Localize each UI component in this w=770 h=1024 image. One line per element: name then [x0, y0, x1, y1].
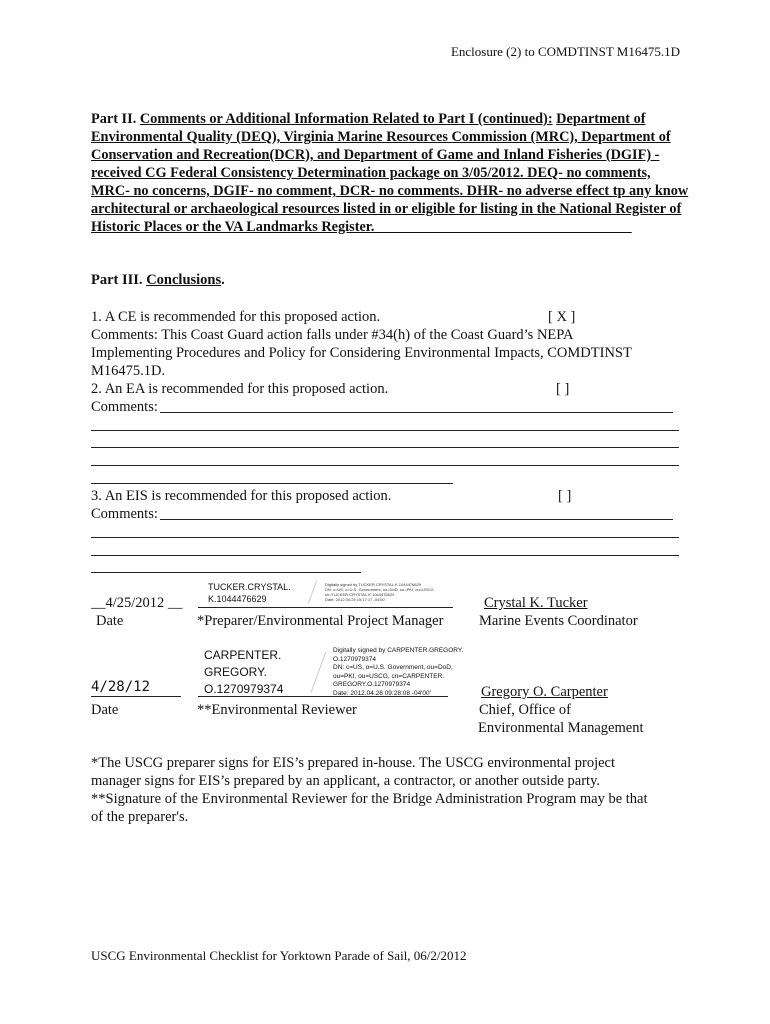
reviewer-sig-detail-line: GREGORY.O.1270979374: [333, 681, 411, 688]
reviewer-sig-detail-line: Date: 2012.04.28 09:28:08 -04'00': [333, 689, 431, 697]
reviewer-role: **Environmental Reviewer: [197, 702, 357, 718]
page-footer: USCG Environmental Checklist for Yorktown Parade of Sail, 06/2/2012: [91, 948, 467, 963]
note-line-2: manager signs for EIS’s prepared by an applicant, a contractor, or another outside party.: [91, 773, 601, 789]
eis-comment-line-1[interactable]: [160, 519, 673, 520]
reviewer-sig-name-2: GREGORY.: [204, 665, 267, 679]
reviewer-signature-line[interactable]: [198, 696, 448, 697]
part-ii-title: Comments or Additional Information Related to Part I (continued):: [139, 111, 553, 127]
reviewer-sig-detail-line: DN: c=US, o=U.S. Government, ou=DoD,: [333, 664, 453, 671]
eis-item-text: 3. An EIS is recommended for this proposed action.: [91, 488, 392, 504]
ea-checkbox[interactable]: [ ]: [556, 381, 570, 397]
ea-comment-line-5[interactable]: [91, 483, 453, 484]
ce-comments-line-1: Comments: This Coast Guard action falls under #34(h) of the Coast Guard’s NEPA: [91, 327, 574, 343]
preparer-sig-detail-line: cn=TUCKER.CRYSTAL.K.1044476629: [325, 592, 395, 597]
preparer-role: *Preparer/Environmental Project Manager: [197, 613, 444, 629]
ea-comment-line-3[interactable]: [91, 447, 679, 448]
preparer-signature-line[interactable]: [198, 607, 453, 608]
reviewer-name: Gregory O. Carpenter: [481, 684, 608, 700]
reviewer-sig-name-1: CARPENTER.: [204, 648, 282, 662]
preparer-signature-mark: [308, 581, 317, 604]
reviewer-sig-detail-line: O.1270979374: [333, 655, 377, 663]
part-iii-period: .: [221, 272, 225, 288]
part-ii-section: [91, 110, 691, 236]
reviewer-signature-mark: [311, 651, 327, 693]
note-line-3: **Signature of the Environmental Reviewer for the Bridge Administration Program may be that: [91, 791, 648, 807]
preparer-sig-detail-line: Date: 2012.04.25 15:17:17 -04'00': [325, 597, 386, 602]
preparer-sig-detail-line: Digitally signed by TUCKER.CRYSTAL.K.1044476629: [325, 582, 422, 587]
ea-comment-line-4[interactable]: [91, 465, 679, 466]
preparer-sig-detail: [325, 582, 435, 602]
reviewer-date-line[interactable]: [91, 696, 181, 697]
preparer-sig-name-2: K.1044476629: [208, 594, 267, 604]
preparer-date: __4/25/2012 __: [91, 595, 183, 611]
eis-comment-line-2[interactable]: [91, 537, 679, 538]
part-ii-trailing-underline: [374, 219, 631, 235]
ce-comments-line-2: Implementing Procedures and Policy for Considering Environmental Impacts, COMDTINST: [91, 345, 632, 361]
preparer-title: Marine Events Coordinator: [479, 613, 638, 629]
ce-comments-line-3: M16475.1D.: [91, 363, 166, 379]
part-iii-heading: [91, 272, 225, 289]
preparer-name: Crystal K. Tucker: [484, 595, 588, 611]
ea-item-text: 2. An EA is recommended for this proposed action.: [91, 381, 389, 397]
ce-item-text: 1. A CE is recommended for this proposed action.: [91, 309, 381, 325]
part-iii-label: Part III.: [91, 272, 143, 288]
part-ii-label: Part II.: [91, 111, 137, 127]
eis-comments-label: Comments:: [91, 506, 158, 522]
eis-comment-line-4[interactable]: [91, 572, 361, 573]
part-iii-title: Conclusions: [146, 272, 222, 288]
enclosure-header: Enclosure (2) to COMDTINST M16475.1D: [450, 44, 680, 59]
note-line-1: *The USCG preparer signs for EIS’s prepared in-house. The USCG environmental project: [91, 755, 616, 771]
preparer-sig-name-1: TUCKER.CRYSTAL.: [208, 582, 291, 592]
reviewer-sig-detail-line: Digitally signed by CARPENTER.GREGORY.: [333, 647, 464, 654]
part-ii-body: Department of Environmental Quality (DEQ), Virginia Marine Resources Commission (MRC), Department of Conservation and Recreation(DCR), and Department of Game and Inland Fisheries (DGIF) - received CG Federal Consistency Determination package on 3/05/2012. DEQ- no comments, MRC- no concerns, DGIF- no comment, DCR- no comments. DHR- no adverse effect tp any know architectural or archaeological resources listed in or eligible for listing in the National Register of Historic Places or the VA Landmarks Register.: [91, 111, 689, 235]
eis-comment-line-3[interactable]: [91, 555, 679, 556]
note-line-4: of the preparer's.: [91, 809, 189, 825]
reviewer-sig-detail: [333, 647, 463, 698]
eis-checkbox[interactable]: [ ]: [558, 488, 572, 504]
reviewer-sig-detail-line: ou=PKI, ou=USCG, cn=CARPENTER.: [333, 672, 445, 680]
reviewer-date: 4/28/12: [91, 679, 151, 695]
ea-comment-line-2[interactable]: [91, 430, 679, 431]
ea-comment-line-1[interactable]: [160, 412, 673, 413]
reviewer-date-label: Date: [91, 702, 119, 718]
ea-comments-label: Comments:: [91, 399, 158, 415]
preparer-date-label: Date: [96, 613, 124, 629]
preparer-sig-detail-line: DN: c=US, o=U.S. Government, ou=DoD, ou=PKI, ou=USCG,: [325, 587, 435, 592]
reviewer-title-1: Chief, Office of: [479, 702, 571, 718]
reviewer-sig-name-3: O.1270979374: [204, 682, 284, 696]
reviewer-title-2: Environmental Management: [478, 720, 644, 736]
ce-checkbox[interactable]: [ X ]: [548, 309, 576, 325]
